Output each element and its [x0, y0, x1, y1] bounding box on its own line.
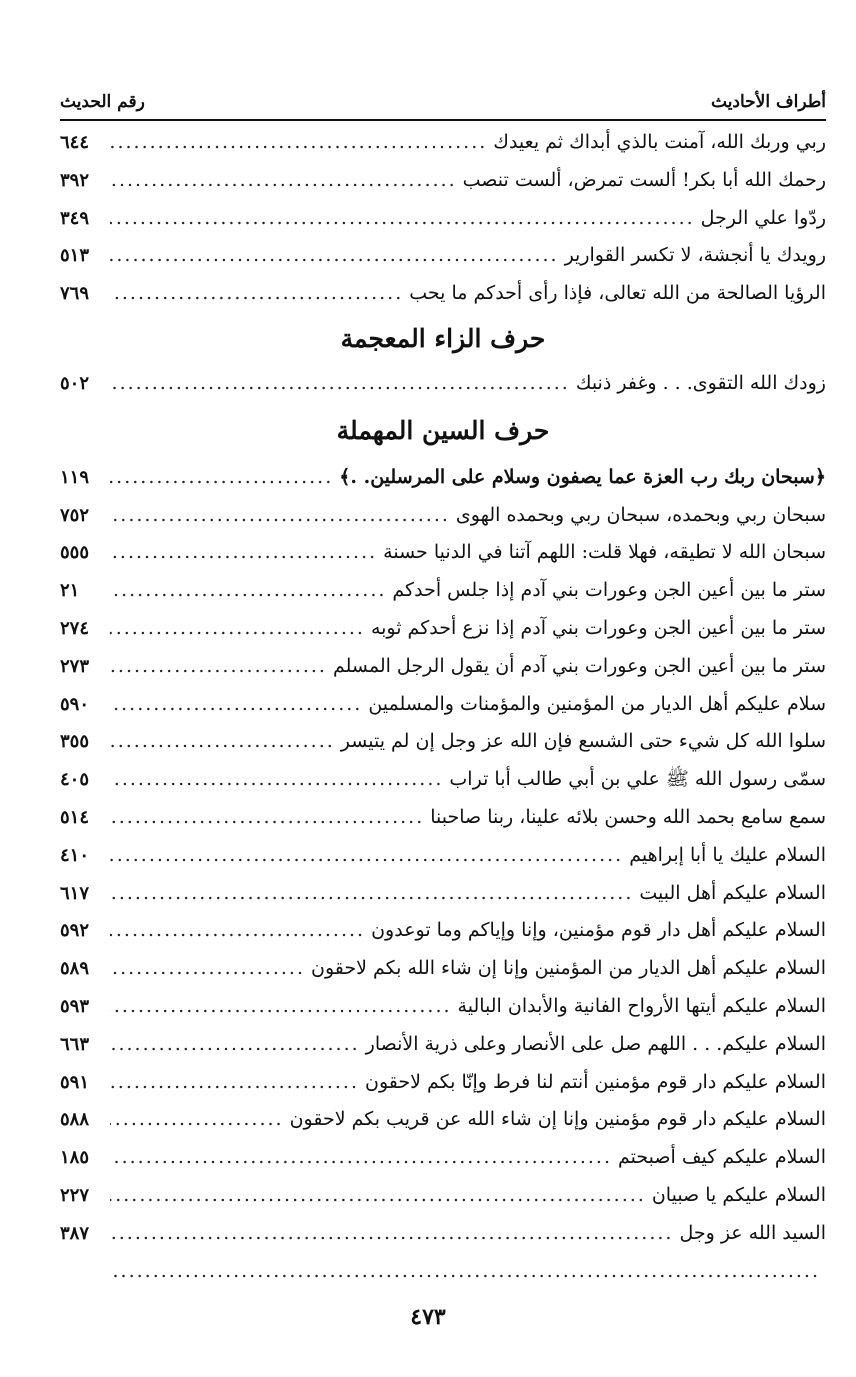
index-entry: ستر ما بين أعين الجن وعورات بني آدم إذا جلس أحدكم ..... ٢١ — [60, 572, 826, 610]
index-entry: ربي وربك الله، آمنت بالذي أبداك ثم يعيدك ..... ٦٤٤ — [60, 124, 826, 162]
section-heading-zay: حرف الزاء المعجمة — [340, 323, 546, 353]
index-entry: السيد الله عز وجل ..... ٣٨٧ — [60, 1215, 826, 1253]
index-entry: رويدك يا أنجشة، لا تكسر القوارير ..... ٥١٣ — [60, 237, 826, 275]
index-entry: السلام عليكم دار قوم مؤمنين وإنا إن شاء الله عن قريب بكم لاحقون ..... ٥٨٨ — [60, 1101, 826, 1139]
index-entry: سلوا الله كل شيء حتى الشسع فإن الله عز وجل إن لم يتيسر ..... ٣٥٥ — [60, 723, 826, 761]
index-entry: السلام عليكم أهل الديار من المؤمنين وإنا إن شاء الله بكم لاحقون ..... ٥٨٩ — [60, 950, 826, 988]
index-entry — [60, 1253, 826, 1291]
index-entry: السلام عليكم أهل البيت ..... ٦١٧ — [60, 875, 826, 913]
page-header — [60, 86, 826, 112]
index-entry: السلام عليكم أيتها الأرواح الفانية والأبدان البالية ..... ٥٩٣ — [60, 988, 826, 1026]
index-entry: السلام عليكم كيف أصبحتم ..... ١٨٥ — [60, 1139, 826, 1177]
index-entry: السلام عليك يا أبا إبراهيم ..... ٤١٠ — [60, 837, 826, 875]
index-entry: ستر ما بين أعين الجن وعورات بني آدم أن يقول الرجل المسلم ..... ٢٧٣ — [60, 648, 826, 686]
index-entry: زودك الله التقوى. . . وغفر ذنبك ..... ٥٠٢ — [60, 365, 826, 403]
index-entry: ﴿سبحان ربك رب العزة عما يصفون وسلام على المرسلين. .﴾ ..... ١١٩ — [60, 459, 826, 497]
index-entry: ستر ما بين أعين الجن وعورات بني آدم إذا نزع أحدكم ثوبه ..... ٢٧٤ — [60, 610, 826, 648]
index-entry: ردّوا علي الرجل ..... ٣٤٩ — [60, 200, 826, 238]
index-entry: سلام عليكم أهل الديار من المؤمنين والمؤمنات والمسلمين ..... ٥٩٠ — [60, 686, 826, 724]
index-entry: سمّى رسول الله ﷺ علي بن أبي طالب أبا تراب ..... ٤٠٥ — [60, 761, 826, 799]
page-number: ٤٧٣ — [410, 1304, 446, 1330]
index-entry: السلام عليكم يا صبيان ..... ٢٢٧ — [60, 1177, 826, 1215]
hadith-index — [60, 124, 826, 1290]
index-entry: السلام عليكم دار قوم مؤمنين أنتم لنا فرط وإنّا بكم لاحقون ..... ٥٩١ — [60, 1064, 826, 1102]
section-heading-sin: حرف السين المهملة — [336, 415, 550, 445]
header-title: أطراف الأحاديث — [711, 92, 826, 112]
index-entry: سبحان ربي وبحمده، سبحان ربي وبحمده الهوى ..... ٧٥٢ — [60, 497, 826, 535]
index-entry: سمع سامع بحمد الله وحسن بلائه علينا، ربنا صاحبنا ..... ٥١٤ — [60, 799, 826, 837]
index-entry: رحمك الله أبا بكر! ألست تمرض، ألست تنصب ..... ٣٩٢ — [60, 162, 826, 200]
index-entry: الرؤيا الصالحة من الله تعالى، فإذا رأى أحدكم ما يحب ..... ٧٦٩ — [60, 275, 826, 313]
index-entry: سبحان الله لا تطيقه، فهلا قلت: اللهم آتنا في الدنيا حسنة ..... ٥٥٥ — [60, 534, 826, 572]
index-entry: السلام عليكم. . . اللهم صل على الأنصار وعلى ذرية الأنصار ..... ٦٦٣ — [60, 1026, 826, 1064]
header-rule — [60, 119, 826, 121]
header-column-label: رقم الحديث — [60, 92, 145, 112]
index-entry: السلام عليكم أهل دار قوم مؤمنين، وإنا وإياكم وما توعدون ..... ٥٩٢ — [60, 912, 826, 950]
